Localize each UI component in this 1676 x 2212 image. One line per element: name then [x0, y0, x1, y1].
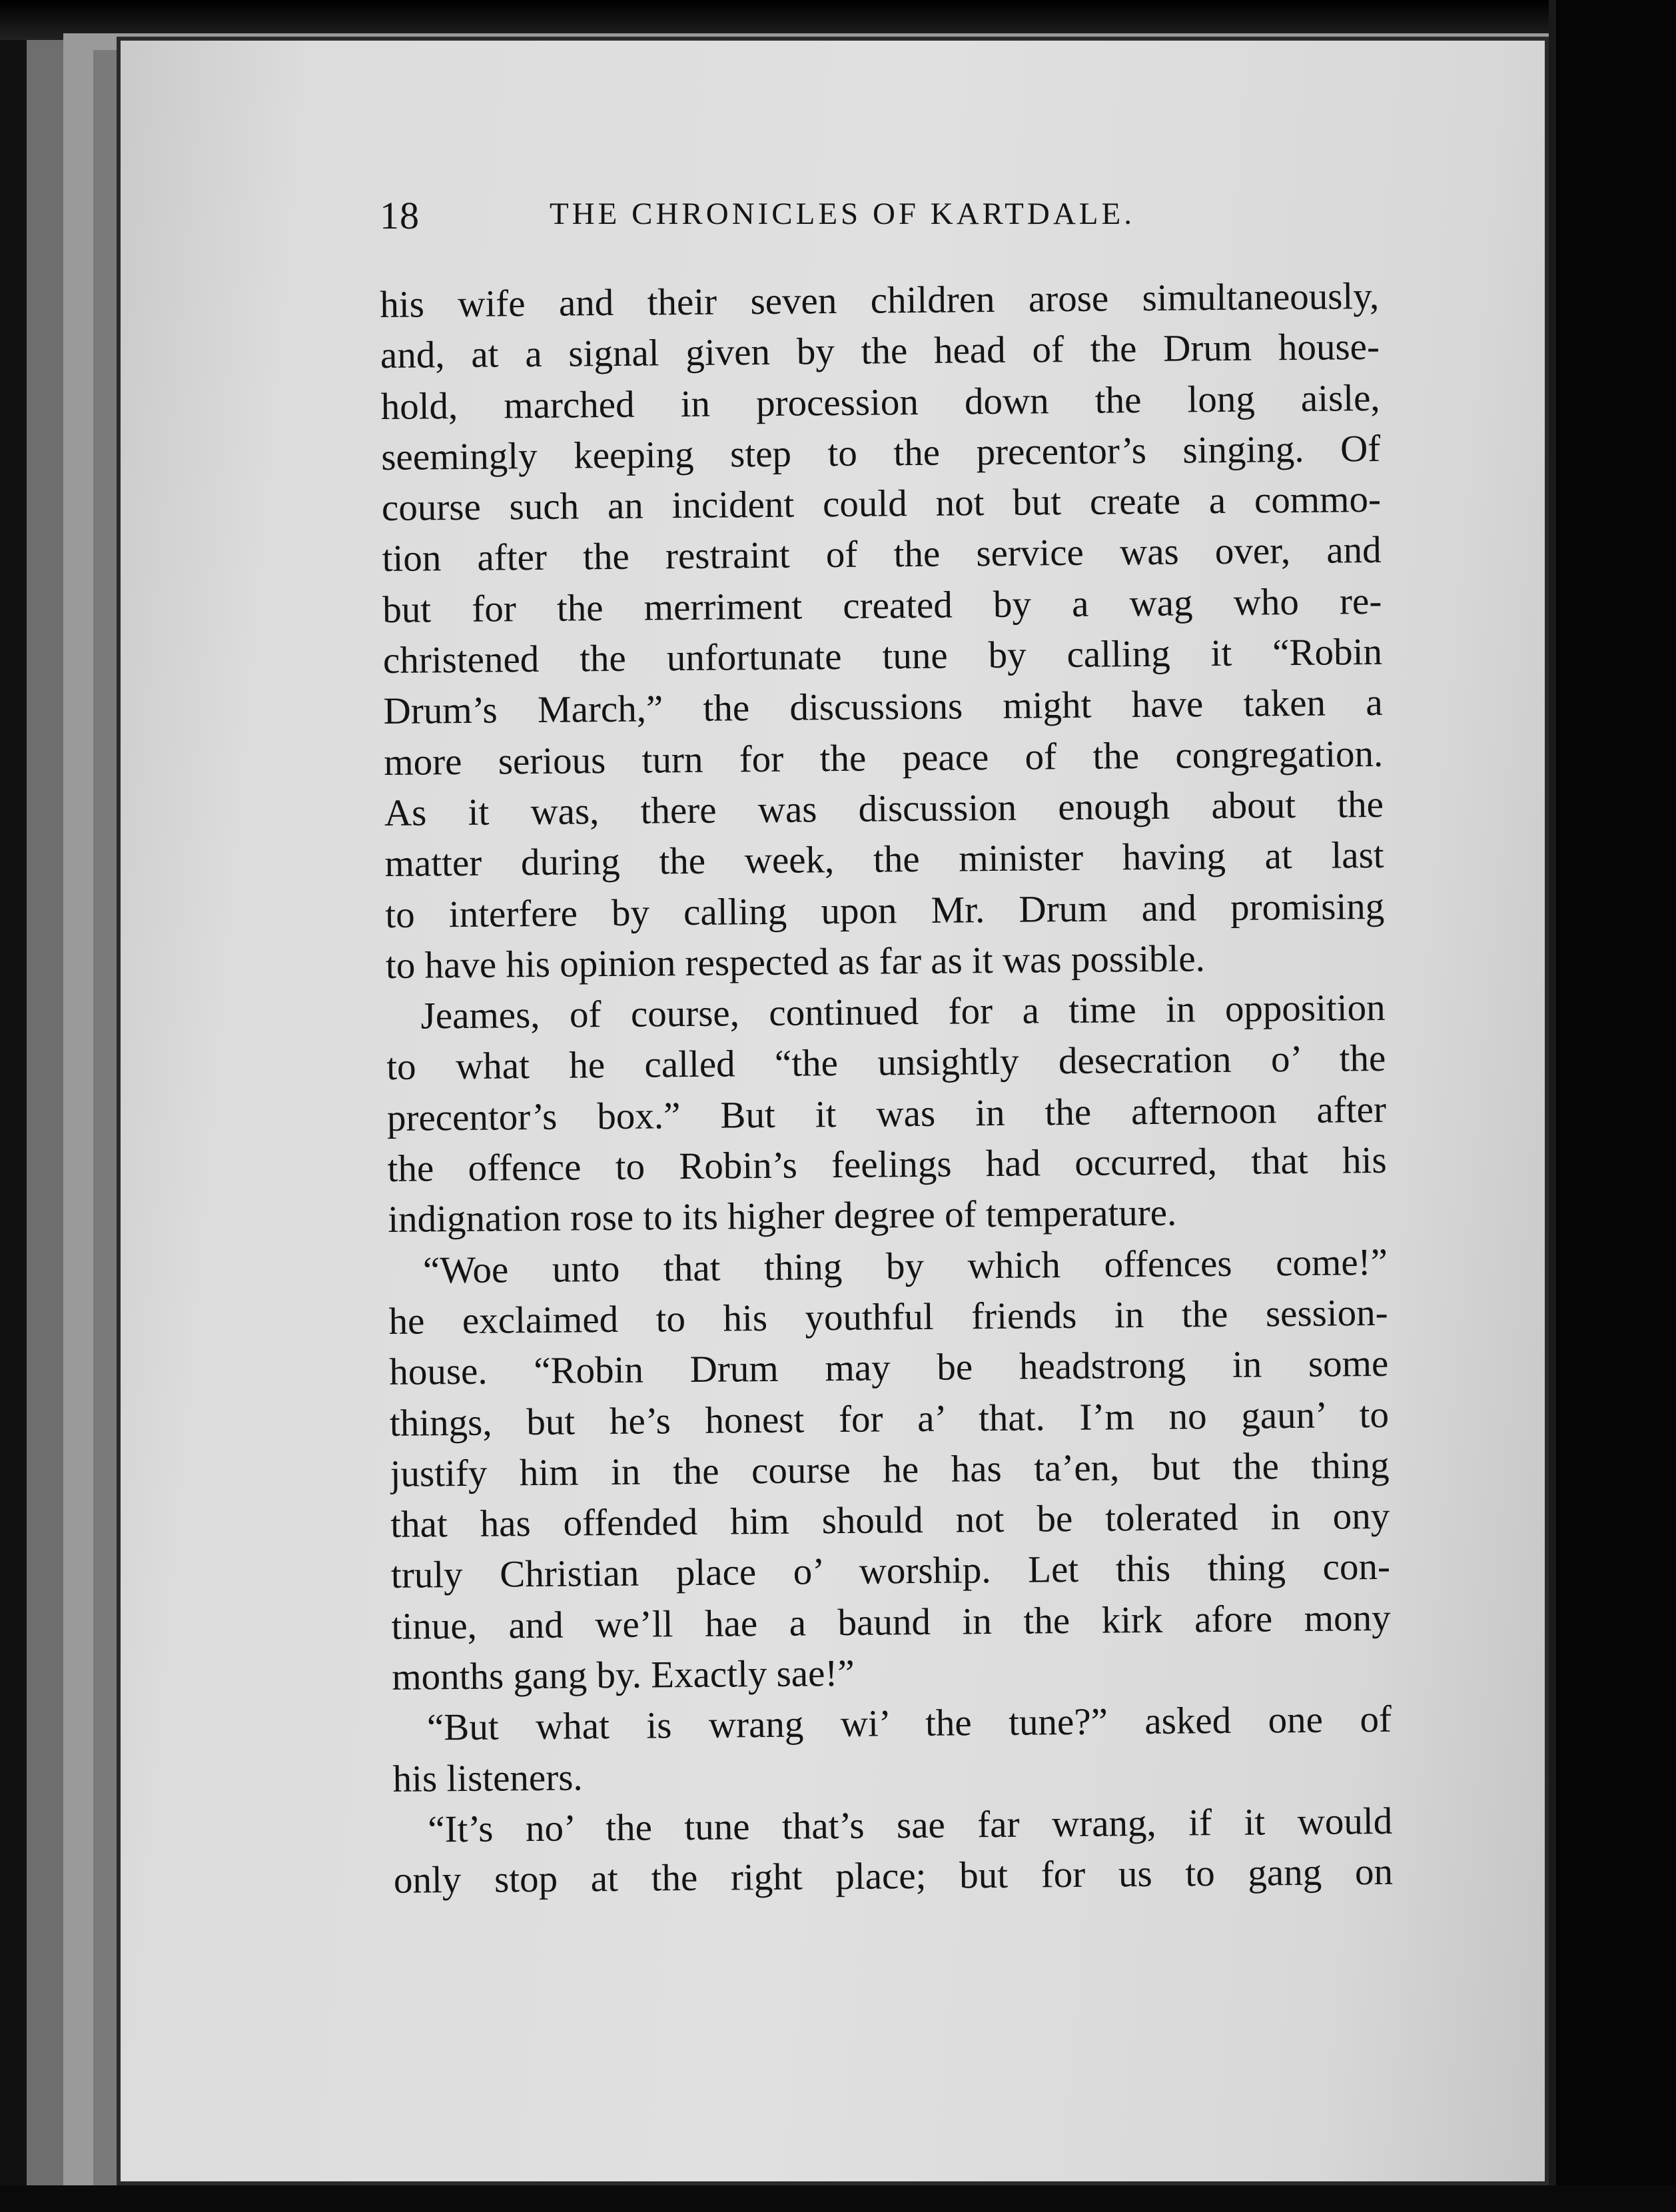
- scan-border-bottom: [0, 2185, 1676, 2212]
- text-line: “Woe unto that thing by which offences come!”: [422, 1241, 1388, 1292]
- text-line: to have his opinion respected as far as it was possible.: [385, 937, 1206, 987]
- text-line: tinue, and we’ll hae a baund in the kirk afore mony: [391, 1596, 1391, 1648]
- text-line: but for the merriment created by a wag who re-: [382, 580, 1382, 631]
- page-number: 18: [380, 194, 420, 237]
- text-line: he exclaimed to his youthful friends in the session-: [388, 1291, 1388, 1343]
- text-line: to interfere by calling upon Mr. Drum and promising: [385, 885, 1385, 936]
- text-line: matter during the week, the minister having at last: [384, 834, 1384, 885]
- body-text: [380, 271, 1393, 1906]
- text-line: his listeners.: [392, 1756, 583, 1800]
- text-line: that has offended him should not be tolerated in ony: [390, 1494, 1390, 1546]
- text-line: indignation rose to its higher degree of temperature.: [388, 1191, 1177, 1241]
- text-line: only stop at the right place; but for us to gang on: [393, 1851, 1394, 1902]
- text-line: Drum’s March,” the discussions might have taken a: [383, 682, 1383, 733]
- text-line: hold, marched in procession down the long aisle,: [380, 376, 1380, 428]
- text-line: justify him in the course he has ta’en, but the thing: [390, 1444, 1390, 1495]
- page-header: [380, 193, 1432, 267]
- text-line: and, at a signal given by the head of the Drum house-: [380, 326, 1380, 377]
- text-line: months gang by. Exactly sae!”: [392, 1652, 855, 1698]
- text-line: course such an incident could not but create a commo-: [381, 478, 1382, 530]
- text-line: more serious turn for the peace of the congregation.: [384, 732, 1384, 784]
- text-line: truly Christian place o’ worship. Let this thing con-: [390, 1546, 1391, 1597]
- text-line: the offence to Robin’s feelings had occurred, that his: [387, 1139, 1387, 1190]
- scan-border-right: [1556, 0, 1676, 2212]
- text-line: his wife and their seven children arose simultaneously,: [380, 275, 1380, 326]
- text-line: seemingly keeping step to the precentor’s singing. Of: [381, 427, 1381, 478]
- text-line: As it was, there was discussion enough about the: [384, 783, 1384, 834]
- running-head: THE CHRONICLES OF KARTDALE.: [550, 197, 1135, 231]
- text-line: tion after the restraint of the service was over, and: [382, 529, 1382, 580]
- text-line: precentor’s box.” But it was in the afternoon after: [386, 1088, 1387, 1139]
- text-line: christened the unfortunate tune by calling it “Robin: [382, 630, 1383, 682]
- text-line: to what he called “the unsightly desecration o’ the: [386, 1037, 1386, 1089]
- text-line: “But what is wrang wi’ the tune?” asked one of: [426, 1698, 1392, 1749]
- text-line: Jeames, of course, continued for a time in opposition: [420, 987, 1386, 1037]
- text-line: things, but he’s honest for a’ that. I’m no gaun’ to: [389, 1393, 1390, 1444]
- text-line: house. “Robin Drum may be headstrong in some: [389, 1343, 1389, 1394]
- text-line: “It’s no’ the tune that’s sae far wrang, if it would: [428, 1800, 1393, 1851]
